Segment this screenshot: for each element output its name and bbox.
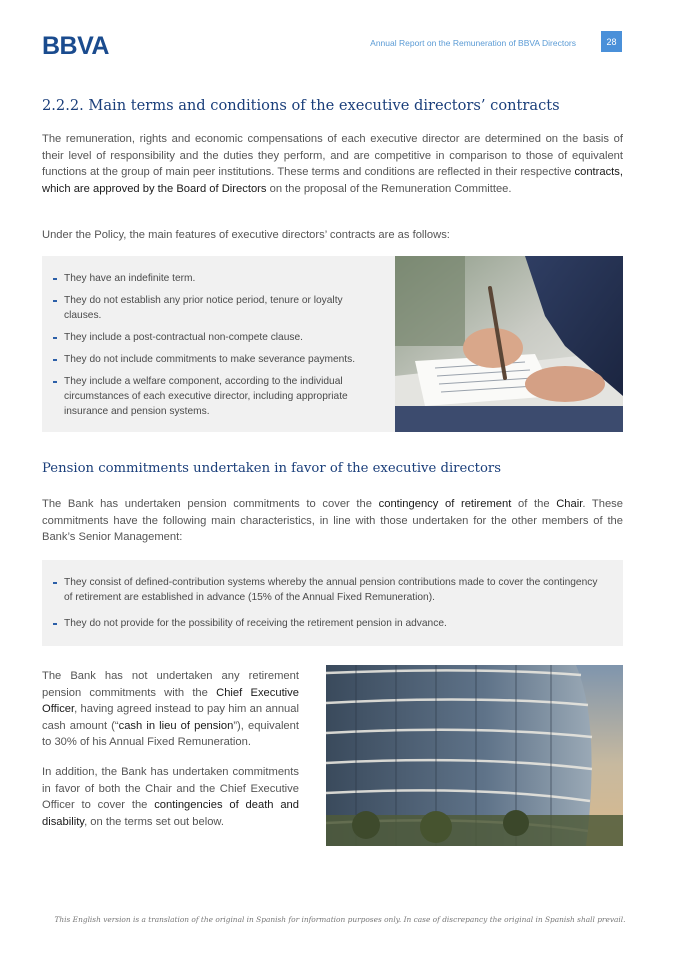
pension-heading: Pension commitments undertaken in favor of the executive directors — [42, 461, 501, 476]
contract-signing-photo — [395, 256, 623, 432]
translation-disclaimer: This English version is a translation of the original in Spanish for information purposes only. In case of discrepancy the original in Spanish shall prevail. — [54, 915, 626, 924]
intro-paragraph: The remuneration, rights and economic compensations of each executive director are determined on the basis of their level of responsibility and the duties they perform, and are competitive in comparison to those of equivalent functions at the group of main peer institutions. These terms and conditions are reflected in their respective contracts, which are approved by the Board of Directors on the proposal of the Remuneration Committee. — [42, 133, 623, 195]
retirement-emphasis: contingency of retirement — [378, 498, 512, 510]
contract-features-box — [42, 256, 395, 432]
bbva-logo — [42, 32, 120, 58]
svg-text:BBVA: BBVA — [42, 32, 109, 58]
list-item: They have an indefinite term. — [42, 271, 377, 286]
death-disability-paragraph: In addition, the Bank has undertaken commitments in favor of both the Chair and the Chief Executive Officer to cover the contingencies of death and disability, on the terms set out below. — [42, 765, 299, 828]
list-item: They do not provide for the possibility of receiving the retirement pension in advance. — [42, 616, 607, 631]
pension-characteristics-list — [42, 575, 607, 642]
ceo-cash-paragraph: The Bank has not undertaken any retirement pension commitments with the Chief Executive Officer, having agreed instead to pay him an annual cash amount (“cash in lieu of pension”), equivalent to 30% of his Annual Fixed Remuneration. — [42, 670, 299, 749]
page-number-badge: 28 — [601, 31, 622, 52]
headquarters-building-photo — [326, 665, 623, 846]
list-item: They include a welfare component, according to the individual circumstances of each executive director, including appropriate insurance and pension systems. — [42, 374, 377, 419]
chair-emphasis: Chair — [556, 498, 583, 510]
contracts-emphasis: contracts, which are approved by the Board of Directors — [42, 166, 623, 195]
list-item: They consist of defined-contribution systems whereby the annual pension contributions made to cover the contingency of retirement are established in advance (15% of the Annual Fixed Remuneration). — [42, 575, 607, 605]
pension-paragraph: The Bank has undertaken pension commitments to cover the contingency of retirement of the Chair. These commitments have the following main characteristics, in line with those undertaken for the other members of the Bank’s Senior Management: — [42, 498, 623, 543]
list-item: They do not establish any prior notice period, tenure or loyalty clauses. — [42, 293, 377, 323]
section-heading: 2.2.2. Main terms and conditions of the executive directors’ contracts — [42, 97, 560, 114]
report-title: Annual Report on the Remuneration of BBVA Directors — [370, 38, 576, 48]
pension-characteristics-box — [42, 560, 623, 646]
policy-paragraph: Under the Policy, the main features of executive directors’ contracts are as follows: — [42, 229, 450, 241]
list-item: They do not include commitments to make severance payments. — [42, 352, 377, 367]
contract-features-list — [42, 271, 377, 426]
list-item: They include a post-contractual non-compete clause. — [42, 330, 377, 345]
ceo-pension-text — [42, 668, 299, 830]
